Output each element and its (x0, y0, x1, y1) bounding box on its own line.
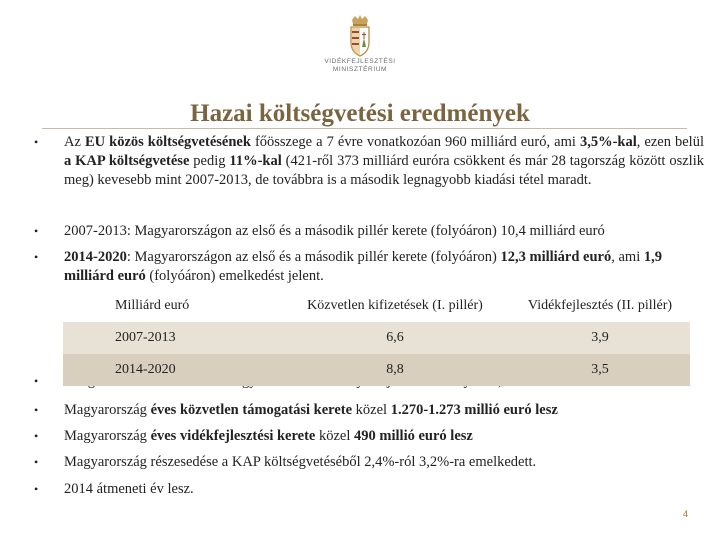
table-row (63, 322, 690, 354)
table-cell: 2014-2020 (63, 354, 280, 386)
page-title: Hazai költségvetési eredmények (190, 100, 530, 127)
bullet-text: Az EU közös költségvetésének főösszege a 7 évre vonatkozóan 960 milliárd euró, ami 3,5%-kal, ezen belül a KAP költségvetése pedig 11%-kal (421-ről 373 milliárd euróra csökkent és már 28 tagország között oszlik meg) kevesebb mint 2007-2013, de továbbra is a második legnagyobb kiadási tétel maradt. (64, 134, 704, 188)
coat-of-arms-icon (345, 14, 375, 58)
page-number: 4 (683, 509, 689, 519)
bullet-text: 2014-2020: Magyarországon az első és a második pillér kerete (folyóáron) 12,3 milliárd euró, ami 1,9 milliárd euró (folyóáron) emelkedést jelent. (64, 249, 662, 284)
bullet-marker: • (34, 374, 39, 388)
bullet-text: 2007-2013: Magyarországon az első és a második pillér kerete (folyóáron) 10,4 milliárd euró (64, 223, 605, 239)
bullet-marker: • (34, 429, 39, 443)
bullet-text: 2014 átmeneti év lesz. (64, 481, 194, 497)
bullet-text: Magyarország éves közvetlen támogatási kerete közel 1.270-1.273 millió euró lesz (64, 402, 558, 418)
table-cell: 8,8 (280, 354, 510, 386)
bullet-marker: • (34, 224, 39, 238)
budget-table (63, 290, 690, 386)
bullet-marker: • (34, 250, 39, 264)
bullet-marker: • (34, 482, 39, 496)
bullet-marker: • (34, 403, 39, 417)
bullet-marker: • (34, 135, 39, 149)
table-header-row (63, 290, 690, 322)
logo-line-1: VIDÉKFEJLESZTÉSI (324, 58, 396, 65)
table-header-cell: Vidékfejlesztés (II. pillér) (510, 290, 690, 322)
bullet-eu-budget (34, 133, 704, 213)
table-header-cell: Közvetlen kifizetések (I. pillér) (280, 290, 510, 322)
table-cell: 6,6 (280, 322, 510, 354)
table-cell: 3,9 (510, 322, 690, 354)
table-cell: 3,5 (510, 354, 690, 386)
title-divider (42, 128, 687, 129)
table-header-cell: Milliárd euró (63, 290, 280, 322)
ministry-logo (318, 14, 402, 74)
bullet-marker: • (34, 455, 39, 469)
logo-line-2: MINISZTÉRIUM (332, 66, 388, 73)
table-cell: 2007-2013 (63, 322, 280, 354)
table-row (63, 354, 690, 386)
bullet-text: Magyarország éves vidékfejlesztési kerete közel 490 millió euró lesz (64, 428, 473, 444)
bullet-text: Magyarország részesedése a KAP költségvetéséből 2,4%-ról 3,2%-ra emelkedett. (64, 454, 537, 470)
